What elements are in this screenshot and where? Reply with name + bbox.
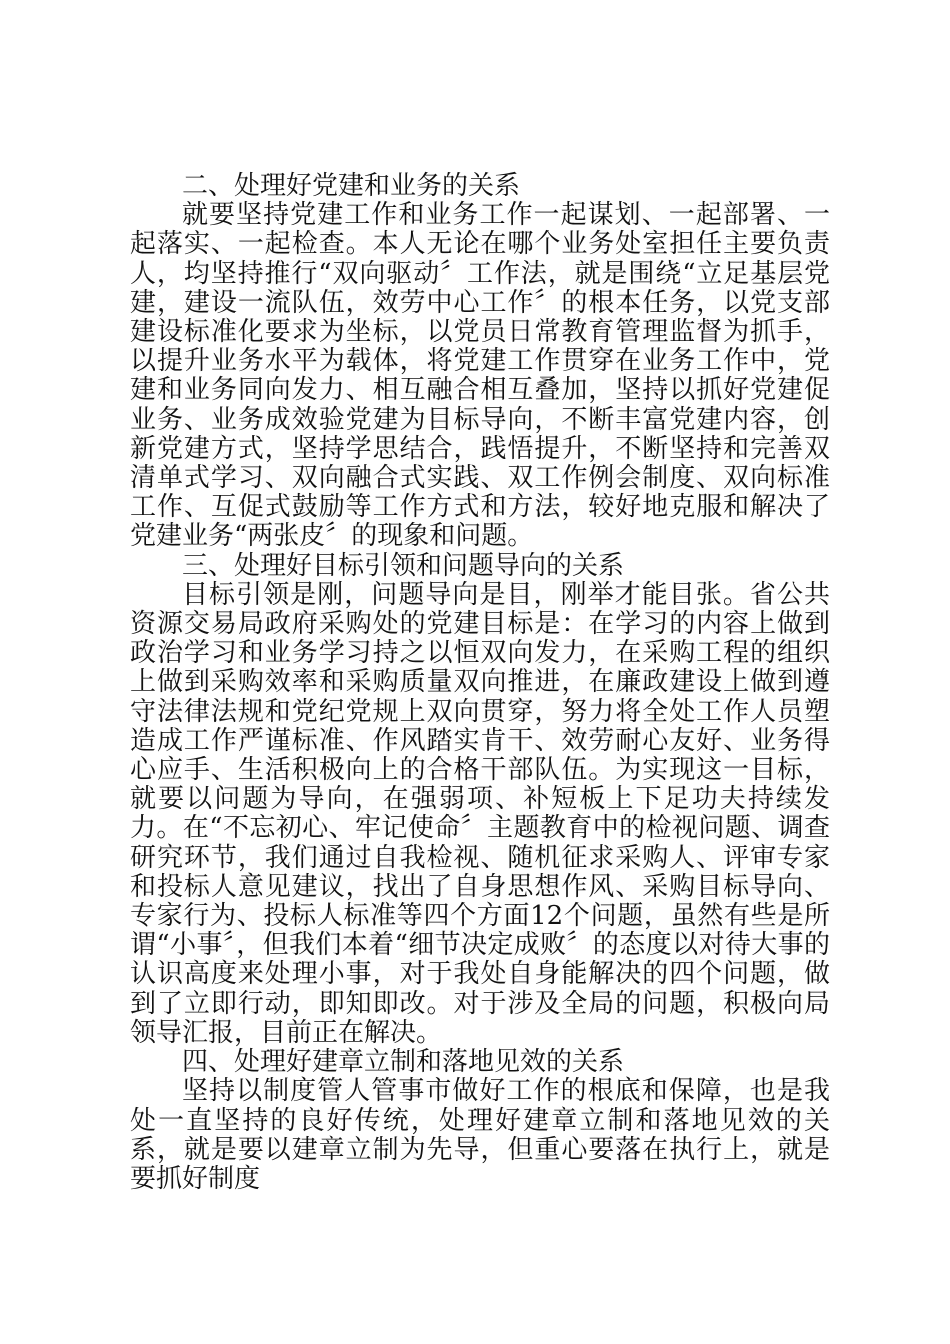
document-page [130, 172, 830, 1194]
section-body-3: 目标引领是刚，问题导向是目，刚举才能目张。省公共资源交易局政府采购处的党建目标是：在学习的内容上做到政治学习和业务学习持之以恒双向发力，在采购工程的组织上做到采购效率和采购质量双向推进，在廉政建设上做到遵守法律法规和党纪党规上双向贯穿，努力将全处工作人员塑造成工作严谨标准、作风踏实肯干、效劳耐心友好、业务得心应手、生活积极向上的合格干部队伍。为实现这一目标，就要以问题为导向，在强弱项、补短板上下足功夫持续发力。在“不忘初心、牢记使命〞主题教育中的检视问题、调查研究环节，我们通过自我检视、随机征求采购人、评审专家和投标人意见建议，找出了自身思想作风、采购目标导向、专家行为、投标人标准等四个方面12个问题，虽然有些是所谓“小事〞，但我们本着“细节决定成败〞的态度以对待大事的认识高度来处理小事，对于我处自身能解决的四个问题，做到了立即行动，即知即改。对于涉及全局的问题，积极向局领导汇报，目前正在解决。 [130, 579, 830, 1048]
section-body-2: 就要坚持党建工作和业务工作一起谋划、一起部署、一起落实、一起检查。本人无论在哪个业务处室担任主要负责人，均坚持推行“双向驱动〞工作法，就是围绕“立足基层党建，建设一流队伍，效劳中心工作〞的根本任务，以党支部建设标准化要求为坐标，以党员日常教育管理监督为抓手，以提升业务水平为载体，将党建工作贯穿在业务工作中，党建和业务同向发力、相互融合相互叠加，坚持以抓好党建促业务、业务成效验党建为目标导向，不断丰富党建内容，创新党建方式，坚持学思结合，践悟提升，不断坚持和完善双清单式学习、双向融合式实践、双工作例会制度、双向标准工作、互促式鼓励等工作方式和方法，较好地克服和解决了党建业务“两张皮〞的现象和问题。 [130, 200, 830, 552]
section-heading-4: 四、处理好建章立制和落地见效的关系 [182, 1047, 625, 1078]
section-heading-2: 二、处理好党建和业务的关系 [182, 171, 521, 201]
section-body-4: 坚持以制度管人管事市做好工作的根底和保障，也是我处一直坚持的良好传统，处理好建章立制和落地见效的关系，就是要以建章立制为先导，但重心要落在执行上，就是要抓好制度 [130, 1076, 830, 1194]
section-heading-3: 三、处理好目标引领和问题导向的关系 [182, 550, 625, 581]
